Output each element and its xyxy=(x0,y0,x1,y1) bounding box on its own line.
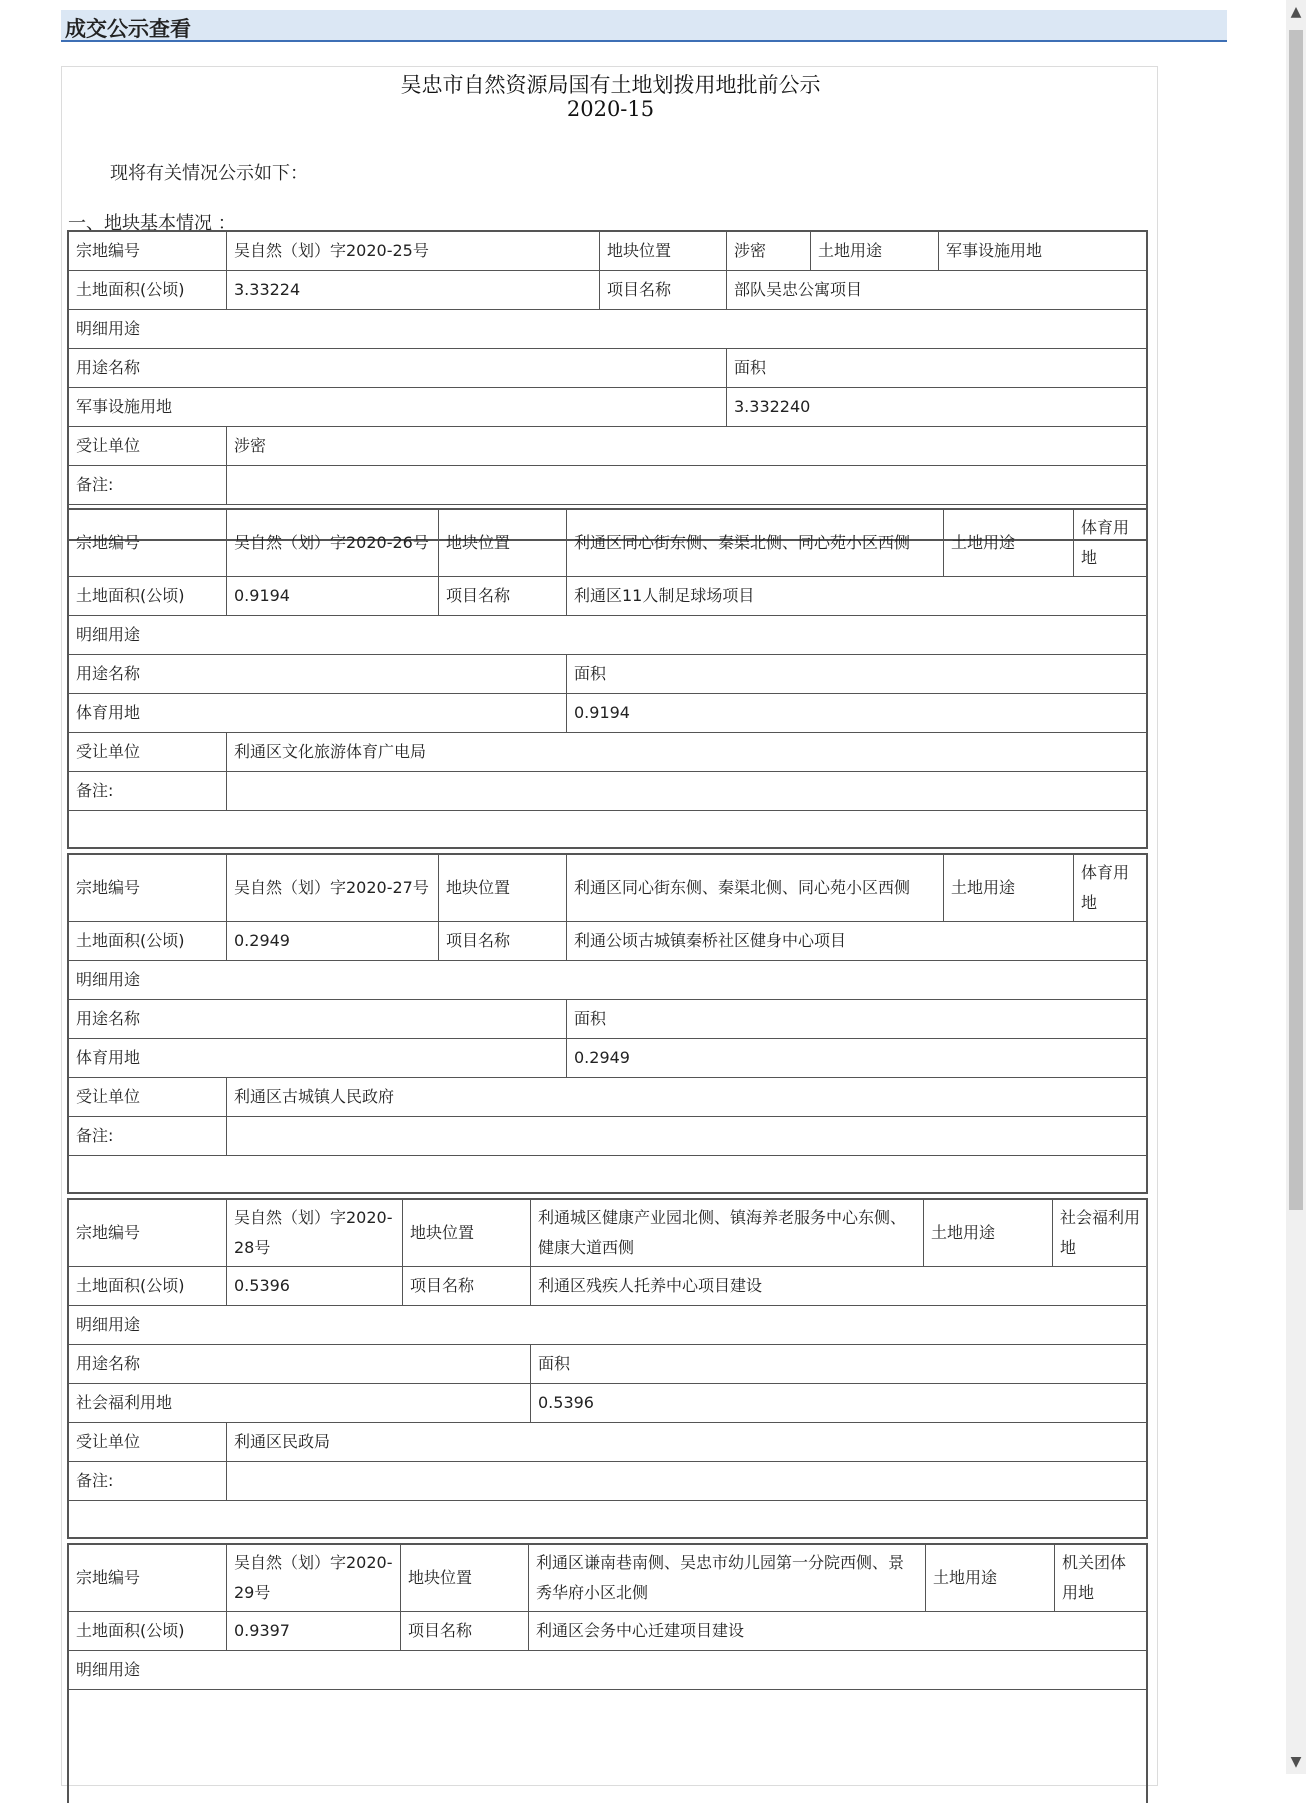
project-value: 利通区残疾人托养中心项目建设 xyxy=(531,1267,1148,1306)
label-project: 项目名称 xyxy=(439,922,567,961)
label-area: 土地面积(公顷) xyxy=(69,577,227,616)
label-area: 土地面积(公顷) xyxy=(69,1267,227,1306)
table-row xyxy=(69,1462,1148,1501)
detail-area-value: 0.2949 xyxy=(567,1039,1148,1078)
label-transferee: 受让单位 xyxy=(69,1078,227,1117)
parcel-no-value: 吴自然（划）字2020-29号 xyxy=(227,1545,401,1612)
label-parcel-no: 宗地编号 xyxy=(69,510,227,577)
table-row xyxy=(69,1000,1148,1039)
table-row xyxy=(69,427,1148,466)
detail-name-value: 体育用地 xyxy=(69,694,567,733)
label-land-use: 土地用途 xyxy=(926,1545,1055,1612)
label-area-short: 面积 xyxy=(531,1345,1148,1384)
table-row xyxy=(69,577,1148,616)
label-project: 项目名称 xyxy=(439,577,567,616)
label-project: 项目名称 xyxy=(403,1267,531,1306)
parcel-table-5 xyxy=(68,1544,1148,1690)
table-row xyxy=(69,349,1148,388)
label-land-use: 土地用途 xyxy=(944,510,1074,577)
table-row xyxy=(69,961,1148,1000)
label-detail-use: 明细用途 xyxy=(69,616,1148,655)
parcel-no-value: 吴自然（划）字2020-25号 xyxy=(227,232,600,271)
table-row xyxy=(69,655,1148,694)
table-row xyxy=(69,1545,1148,1612)
label-use-name: 用途名称 xyxy=(69,349,727,388)
label-location: 地块位置 xyxy=(403,1200,531,1267)
location-value: 利通区同心街东侧、秦渠北侧、同心苑小区西侧 xyxy=(567,510,944,577)
area-value: 0.9397 xyxy=(227,1612,401,1651)
notice-title: 吴忠市自然资源局国有土地划拨用地批前公示 xyxy=(400,73,821,97)
project-value: 利通公顷古城镇秦桥社区健身中心项目 xyxy=(567,922,1148,961)
transferee-value: 利通区古城镇人民政府 xyxy=(227,1078,1148,1117)
label-location: 地块位置 xyxy=(439,510,567,577)
parcel-no-value: 吴自然（划）字2020-26号 xyxy=(227,510,439,577)
notice-content xyxy=(61,66,1158,1786)
table-row xyxy=(69,1306,1148,1345)
section-heading: 一、地块基本情况 ： xyxy=(68,213,236,234)
remark-value xyxy=(227,1117,1148,1156)
table-row xyxy=(69,1267,1148,1306)
label-location: 地块位置 xyxy=(401,1545,529,1612)
scroll-thumb[interactable] xyxy=(1289,30,1303,1210)
detail-area-value: 0.5396 xyxy=(531,1384,1148,1423)
label-parcel-no: 宗地编号 xyxy=(69,1200,227,1267)
scroll-up-arrow-icon[interactable]: ▲ xyxy=(1290,4,1302,20)
land-use-value: 体育用地 xyxy=(1074,855,1148,922)
table-row xyxy=(69,466,1148,505)
label-use-name: 用途名称 xyxy=(69,655,567,694)
project-value: 利通区会务中心迁建项目建设 xyxy=(529,1612,1148,1651)
label-parcel-no: 宗地编号 xyxy=(69,1545,227,1612)
table-row xyxy=(69,694,1148,733)
notice-number: 2020-15 xyxy=(566,97,655,121)
label-area: 土地面积(公顷) xyxy=(69,922,227,961)
detail-area-value: 3.332240 xyxy=(727,388,1148,427)
label-parcel-no: 宗地编号 xyxy=(69,232,227,271)
land-use-value: 社会福利用地 xyxy=(1053,1200,1148,1267)
area-value: 0.5396 xyxy=(227,1267,403,1306)
label-detail-use: 明细用途 xyxy=(69,310,1148,349)
label-location: 地块位置 xyxy=(600,232,727,271)
label-detail-use: 明细用途 xyxy=(69,961,1148,1000)
area-value: 3.33224 xyxy=(227,271,600,310)
label-area: 土地面积(公顷) xyxy=(69,1612,227,1651)
table-row xyxy=(69,922,1148,961)
label-parcel-no: 宗地编号 xyxy=(69,855,227,922)
transferee-value: 利通区民政局 xyxy=(227,1423,1148,1462)
label-project: 项目名称 xyxy=(401,1612,529,1651)
detail-name-value: 社会福利用地 xyxy=(69,1384,531,1423)
remark-value xyxy=(227,466,1148,505)
scroll-down-arrow-icon[interactable]: ▼ xyxy=(1290,1754,1302,1770)
parcel-table-2 xyxy=(68,509,1148,811)
area-value: 0.9194 xyxy=(227,577,439,616)
label-location: 地块位置 xyxy=(439,855,567,922)
table-row xyxy=(69,1345,1148,1384)
label-remark: 备注: xyxy=(69,1117,227,1156)
label-detail-use: 明细用途 xyxy=(69,1306,1148,1345)
parcel-no-value: 吴自然（划）字2020-27号 xyxy=(227,855,439,922)
location-value: 涉密 xyxy=(727,232,811,271)
table-row xyxy=(69,1039,1148,1078)
table-row xyxy=(69,271,1148,310)
land-use-value: 军事设施用地 xyxy=(939,232,1148,271)
detail-name-value: 体育用地 xyxy=(69,1039,567,1078)
label-detail-use: 明细用途 xyxy=(69,1651,1148,1690)
label-land-use: 土地用途 xyxy=(811,232,939,271)
area-value: 0.2949 xyxy=(227,922,439,961)
detail-area-value: 0.9194 xyxy=(567,694,1148,733)
label-remark: 备注: xyxy=(69,1462,227,1501)
table-row xyxy=(69,855,1148,922)
table-row xyxy=(69,1423,1148,1462)
label-use-name: 用途名称 xyxy=(69,1000,567,1039)
label-transferee: 受让单位 xyxy=(69,733,227,772)
table-row xyxy=(69,1384,1148,1423)
table-row xyxy=(69,1200,1148,1267)
remark-value xyxy=(227,772,1148,811)
location-value: 利通城区健康产业园北侧、镇海养老服务中心东侧、健康大道西侧 xyxy=(531,1200,924,1267)
transferee-value: 涉密 xyxy=(227,427,1148,466)
label-area-short: 面积 xyxy=(567,655,1148,694)
page-header xyxy=(61,10,1227,42)
detail-name-value: 军事设施用地 xyxy=(69,388,727,427)
label-area-short: 面积 xyxy=(567,1000,1148,1039)
intro-text: 现将有关情况公示如下： xyxy=(110,163,308,184)
transferee-value: 利通区文化旅游体育广电局 xyxy=(227,733,1148,772)
project-value: 部队吴忠公寓项目 xyxy=(727,271,1148,310)
remark-value xyxy=(227,1462,1148,1501)
location-value: 利通区同心街东侧、秦渠北侧、同心苑小区西侧 xyxy=(567,855,944,922)
label-remark: 备注: xyxy=(69,466,227,505)
label-land-use: 土地用途 xyxy=(944,855,1074,922)
label-transferee: 受让单位 xyxy=(69,1423,227,1462)
table-row xyxy=(69,1612,1148,1651)
table-row xyxy=(69,1078,1148,1117)
vertical-scrollbar[interactable] xyxy=(1286,0,1306,1774)
label-land-use: 土地用途 xyxy=(924,1200,1053,1267)
table-row xyxy=(69,1117,1148,1156)
parcel-table-4 xyxy=(68,1199,1148,1501)
label-use-name: 用途名称 xyxy=(69,1345,531,1384)
table-row xyxy=(69,772,1148,811)
parcel-table-1 xyxy=(68,231,1148,505)
label-remark: 备注: xyxy=(69,772,227,811)
land-use-value: 机关团体用地 xyxy=(1055,1545,1148,1612)
table-row xyxy=(69,232,1148,271)
table-row xyxy=(69,388,1148,427)
parcel-no-value: 吴自然（划）字2020-28号 xyxy=(227,1200,403,1267)
label-transferee: 受让单位 xyxy=(69,427,227,466)
page-title: 成交公示查看 xyxy=(65,16,191,41)
table-row xyxy=(69,510,1148,577)
label-area-short: 面积 xyxy=(727,349,1148,388)
land-use-value: 体育用地 xyxy=(1074,510,1148,577)
label-area: 土地面积(公顷) xyxy=(69,271,227,310)
parcel-table-3 xyxy=(68,854,1148,1156)
label-project: 项目名称 xyxy=(600,271,727,310)
project-value: 利通区11人制足球场项目 xyxy=(567,577,1148,616)
table-row xyxy=(69,733,1148,772)
table-row xyxy=(69,1651,1148,1690)
table-row xyxy=(69,616,1148,655)
table-row xyxy=(69,310,1148,349)
location-value: 利通区谦南巷南侧、吴忠市幼儿园第一分院西侧、景秀华府小区北侧 xyxy=(529,1545,926,1612)
